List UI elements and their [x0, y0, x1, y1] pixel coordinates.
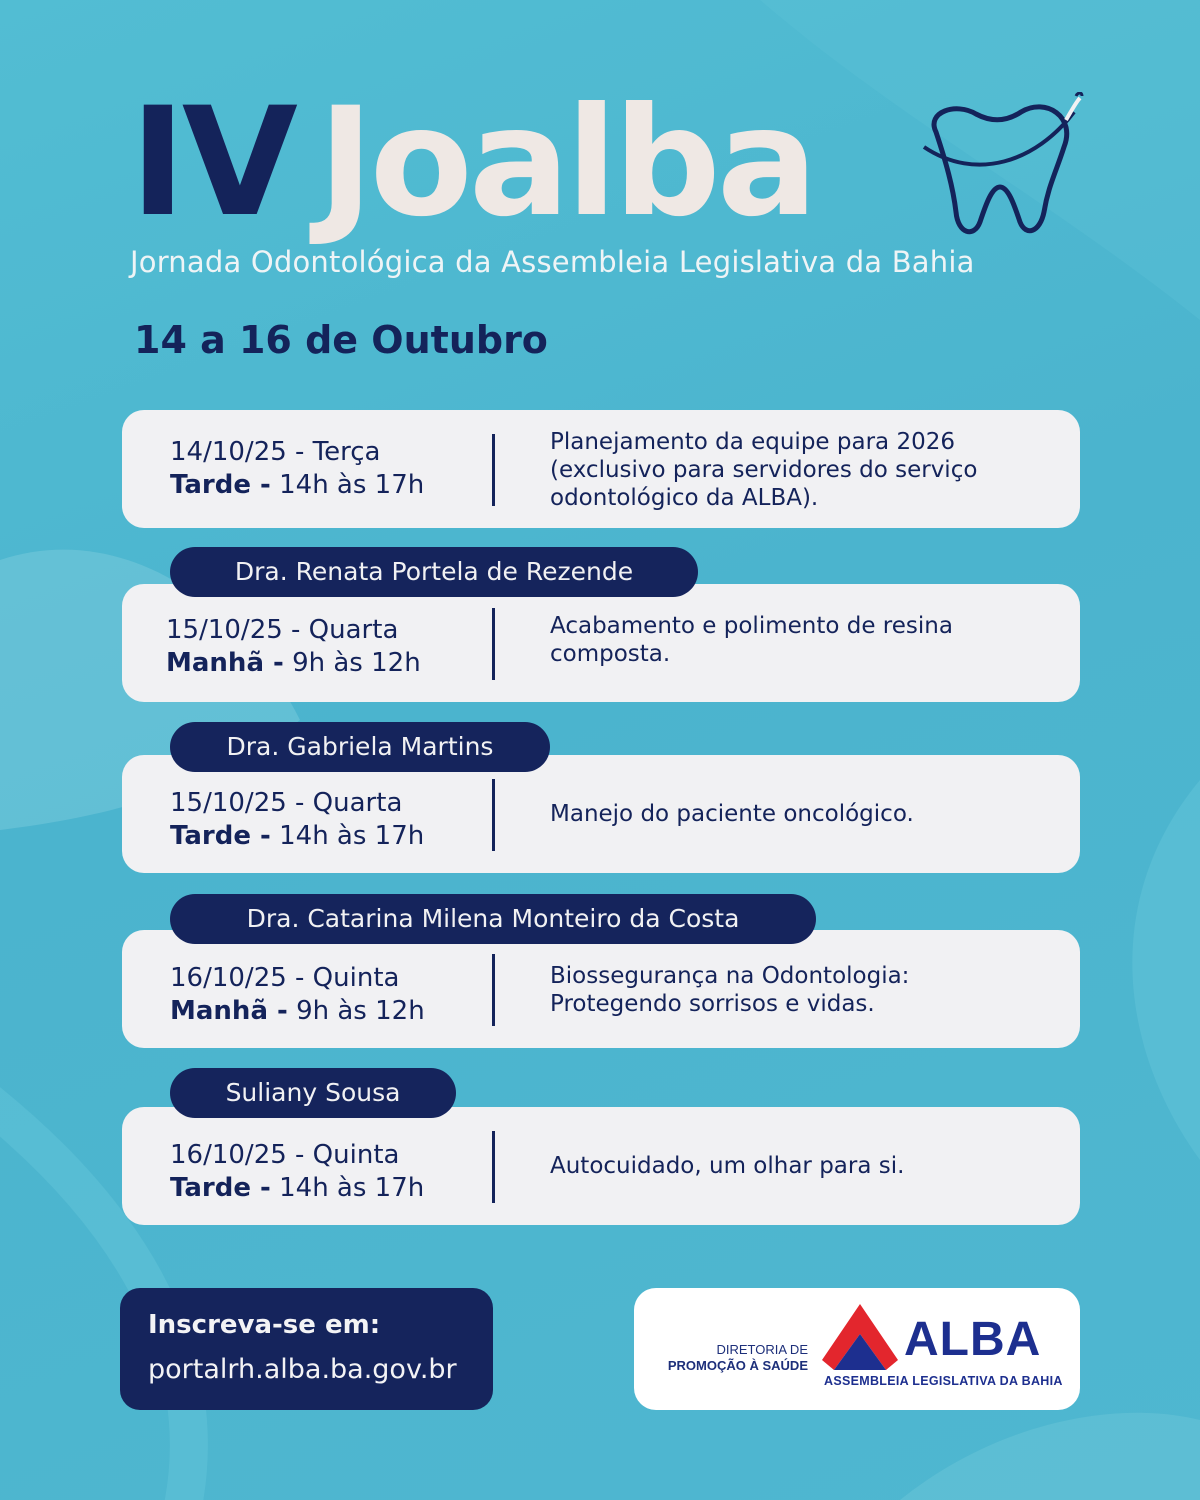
- session-date: 15/10/25 - Quarta: [166, 615, 399, 645]
- card-divider: [492, 608, 495, 680]
- session-topic: [550, 1107, 1050, 1225]
- session-time: 14h às 17h: [270, 470, 425, 500]
- topic-line: Biossegurança na Odontologia:: [550, 963, 910, 989]
- session-date: 16/10/25 - Quinta: [170, 963, 400, 993]
- card-divider: [492, 434, 495, 506]
- topic-line: Planejamento da equipe para 2026: [550, 429, 955, 455]
- topic-line: Manejo do paciente oncológico.: [550, 801, 914, 827]
- session-when: [170, 787, 424, 853]
- topic-line: composta.: [550, 641, 671, 667]
- session-date: 16/10/25 - Quinta: [170, 1140, 400, 1170]
- session-time: 9h às 12h: [283, 648, 421, 678]
- title-event-name: Joalba: [317, 76, 814, 250]
- event-subtitle: Jornada Odontológica da Assembleia Legislativa da Bahia: [130, 245, 975, 279]
- registration-link[interactable]: portalrh.alba.ba.gov.br: [148, 1354, 457, 1385]
- schedule-card: [122, 410, 1080, 528]
- directorate-line: PROMOÇÃO À SAÚDE: [667, 1358, 808, 1373]
- speaker-badge: Dra. Gabriela Martins: [170, 722, 550, 772]
- session-when: [166, 614, 421, 680]
- session-period: Tarde -: [170, 470, 271, 500]
- schedule-card: [122, 930, 1080, 1048]
- event-title: [130, 78, 814, 248]
- card-divider: [492, 954, 495, 1026]
- alba-logo-box: [634, 1288, 1080, 1410]
- event-date-range: 14 a 16 de Outubro: [134, 318, 548, 362]
- session-when: [170, 962, 425, 1028]
- registration-box: [120, 1288, 493, 1410]
- session-period: Tarde -: [170, 821, 271, 851]
- session-period: Manhã -: [166, 648, 284, 678]
- title-roman-numeral: IV: [130, 76, 294, 250]
- tooth-icon: [916, 92, 1086, 242]
- topic-line: (exclusivo para servidores do serviço: [550, 457, 978, 483]
- session-topic: [550, 755, 1050, 873]
- schedule-card: [122, 584, 1080, 702]
- directorate-label: [668, 1342, 808, 1374]
- session-time: 9h às 12h: [287, 996, 425, 1026]
- card-divider: [492, 779, 495, 851]
- alba-brand: ALBA: [904, 1313, 1042, 1366]
- card-divider: [492, 1131, 495, 1203]
- schedule-card: [122, 1107, 1080, 1225]
- speaker-badge: Suliany Sousa: [170, 1068, 456, 1118]
- speaker-badge: Dra. Catarina Milena Monteiro da Costa: [170, 894, 816, 944]
- session-period: Tarde -: [170, 1173, 271, 1203]
- session-time: 14h às 17h: [270, 1173, 425, 1203]
- session-time: 14h às 17h: [270, 821, 425, 851]
- topic-line: Protegendo sorrisos e vidas.: [550, 991, 875, 1017]
- session-topic: [550, 428, 1050, 512]
- session-topic: [550, 612, 1050, 668]
- session-when: [170, 436, 424, 502]
- session-topic: [550, 962, 1050, 1018]
- alba-triangle-icon: [822, 1304, 898, 1370]
- topic-line: Autocuidado, um olhar para si.: [550, 1153, 905, 1179]
- speaker-badge: Dra. Renata Portela de Rezende: [170, 547, 698, 597]
- session-when: [170, 1139, 424, 1205]
- directorate-line: DIRETORIA DE: [716, 1342, 808, 1357]
- session-period: Manhã -: [170, 996, 288, 1026]
- topic-line: Acabamento e polimento de resina: [550, 613, 953, 639]
- session-date: 14/10/25 - Terça: [170, 437, 381, 467]
- session-date: 15/10/25 - Quarta: [170, 788, 403, 818]
- schedule-card: [122, 755, 1080, 873]
- registration-label: Inscreva-se em:: [148, 1310, 381, 1340]
- alba-brand-subtitle: ASSEMBLEIA LEGISLATIVA DA BAHIA: [824, 1374, 1063, 1388]
- topic-line: odontológico da ALBA).: [550, 485, 819, 511]
